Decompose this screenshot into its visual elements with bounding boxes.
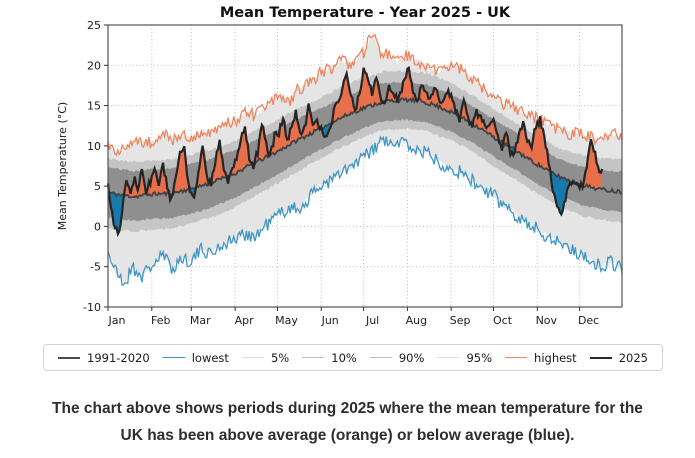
plot-area: [83, 19, 622, 327]
caption-line-1: The chart above shows periods during 2025 where the mean temperature for the: [52, 400, 643, 417]
chart-legend: [43, 344, 663, 371]
x-tick-label: Nov: [535, 314, 558, 327]
y-tick-label: 20: [87, 59, 101, 73]
legend-line-sample: [302, 357, 324, 358]
legend-label: 95%: [466, 350, 492, 365]
chart-title: Mean Temperature - Year 2025 - UK: [219, 5, 511, 21]
x-tick-label: Sep: [449, 314, 471, 327]
legend-item-95-: [437, 351, 492, 365]
legend-line-sample: [242, 357, 264, 358]
legend-item-2025: [590, 351, 648, 365]
legend-item-10-: [302, 351, 357, 365]
caption-line-2: UK has been above average (orange) or below average (blue).: [120, 426, 575, 444]
legend-label: 5%: [270, 350, 290, 365]
x-tick-label: Oct: [492, 314, 513, 327]
legend-label: highest: [534, 350, 577, 365]
legend-label: 90%: [398, 350, 425, 365]
legend-line-sample: [370, 357, 392, 358]
y-tick-label: -5: [90, 260, 101, 274]
y-tick-label: 10: [87, 139, 101, 153]
legend-line-sample: [505, 357, 527, 358]
x-tick-label: May: [275, 314, 298, 327]
chart-caption: [0, 396, 695, 449]
legend-item-90-: [370, 351, 425, 365]
x-tick-label: Apr: [234, 314, 254, 327]
legend-line-sample: [163, 357, 185, 358]
legend-label: 2025: [618, 350, 648, 365]
legend-item-1991-2020: [58, 351, 150, 365]
legend-label: 1991-2020: [87, 350, 150, 365]
x-tick-label: Dec: [577, 314, 600, 327]
legend-item-highest: [505, 351, 577, 365]
x-tick-label: Jul: [365, 314, 380, 327]
y-axis-label: Mean Temperature (°C): [56, 101, 69, 231]
legend-line-sample: [437, 357, 459, 358]
y-tick-label: 0: [94, 220, 101, 234]
y-tick-label: -10: [83, 301, 101, 314]
x-tick-label: Feb: [151, 314, 171, 327]
y-tick-label: 25: [87, 19, 101, 32]
legend-label: 10%: [331, 350, 357, 365]
x-tick-label: Mar: [189, 314, 211, 327]
legend-line-sample: [590, 357, 612, 359]
legend-line-sample: [58, 357, 80, 359]
legend-label: lowest: [191, 350, 229, 365]
y-tick-label: 15: [87, 99, 101, 113]
legend-item-5-: [242, 351, 289, 365]
x-tick-label: Jun: [321, 314, 339, 327]
x-tick-label: Aug: [405, 314, 428, 327]
y-tick-label: 5: [94, 180, 101, 194]
legend-item-lowest: [163, 351, 229, 365]
x-tick-label: Jan: [108, 314, 126, 327]
